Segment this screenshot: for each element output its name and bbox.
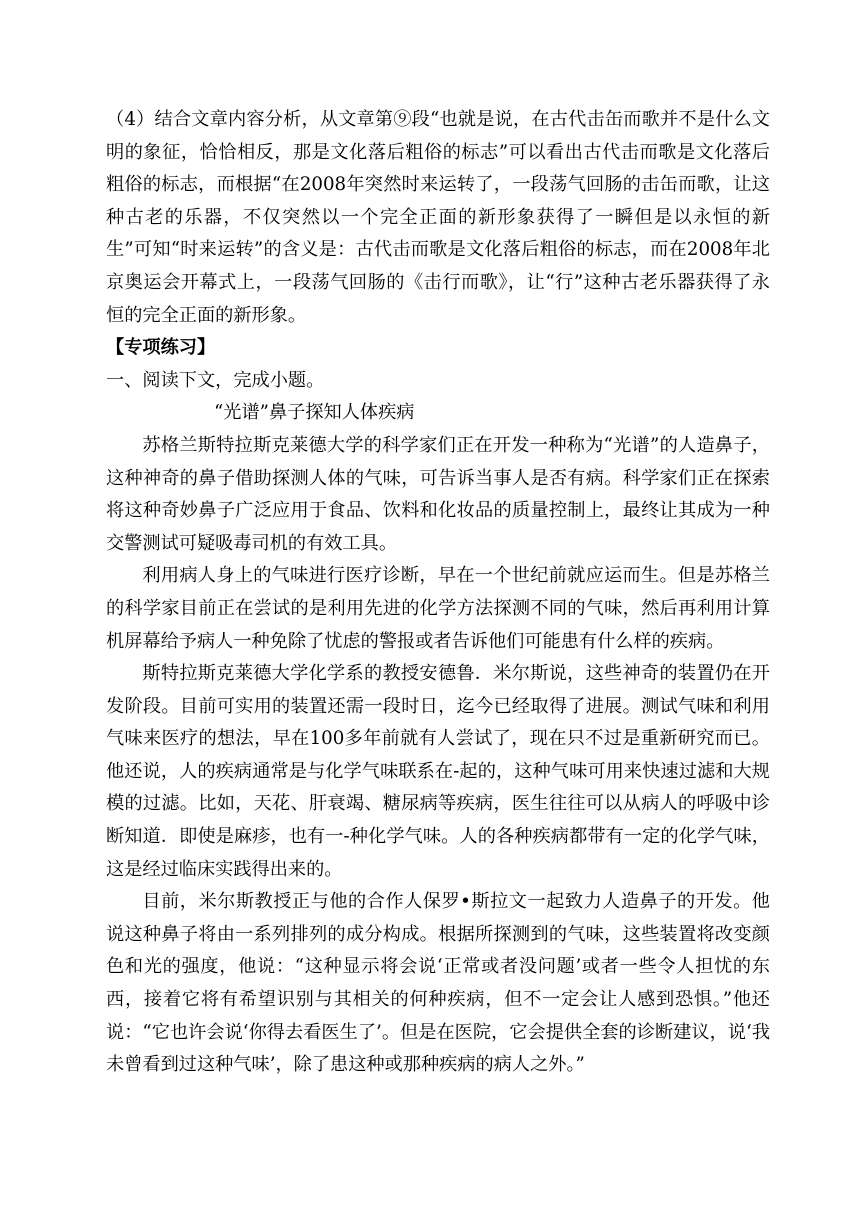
exercise-instruction: 一、阅读下文，完成小题。 <box>106 369 325 391</box>
article-paragraph: 利用病人身上的气味进行医疗诊断，早在一个世纪前就应运而生。但是苏格兰的科学家目前正在尝试的是利用先进的化学方法探测不同的气味，然后再利用计算机屏幕给予病人一种免除了忧虑的警报或者告诉他们可能患有什么样的疾病。 <box>106 565 770 652</box>
section-heading: 【专项练习】 <box>106 337 216 359</box>
article-paragraph: 苏格兰斯特拉斯克莱德大学的科学家们正在开发一种称为“光谱”的人造鼻子，这种神奇的鼻子借助探测人体的气味，可告诉当事人是否有病。科学家们正在探索将这种奇妙鼻子广泛应用于食品、饮料和化妆品的质量控制上，最终让其成为一种交警测试可疑吸毒司机的有效工具。 <box>106 434 770 554</box>
document-page <box>106 104 770 1082</box>
article-paragraph: 斯特拉斯克莱德大学化学系的教授安德鲁．米尔斯说，这些神奇的装置仍在开发阶段。目前可实用的装置还需一段时日，迄今已经取得了进展。测试气味和利用气味来医疗的想法，早在100多年前就有人尝试了，现在只不过是重新研究而已。他还说，人的疾病通常是与化学气味联系在-起的，这种气味可用来快速过滤和大规模的过滤。比如，天花、肝衰竭、糖尿病等疾病，医生往往可以从病人的呼吸中诊断知道．即使是麻疹，也有一-种化学气味。人的各种疾病都带有一定的化学气味，这是经过临床实践得出来的。 <box>106 663 770 880</box>
article-title: “光谱”鼻子探知人体疾病 <box>214 402 415 424</box>
article-paragraph: 目前，米尔斯教授正与他的合作人保罗•斯拉文一起致力人造鼻子的开发。他说这种鼻子将由一系列排列的成分构成。根据所探测到的气味，这些装置将改变颜色和光的强度，他说：“这种显示将会说‘正常或者没问题’或者一些令人担忧的东西，接着它将有希望识别与其相关的何种疾病，但不一定会让人感到恐惧。”他还说：“它也许会说‘你得去看医生了’。但是在医院，它会提供全套的诊断建议，说‘我未曾看到过这种气味’，除了患这种或那种疾病的病人之外。” <box>106 891 770 1076</box>
answer-paragraph: （4）结合文章内容分析，从文章第⑨段“也就是说，在古代击缶而歌并不是什么文明的象征，恰恰相反，那是文化落后粗俗的标志”可以看出古代击而歌是文化落后粗俗的标志，而根据“在2008年突然时来运转了，一段荡气回肠的击缶而歌，让这种古老的乐器，不仅突然以一个完全正面的新形象获得了一瞬但是以永恒的新生”可知“时来运转”的含义是：古代击而歌是文化落后粗俗的标志，而在2008年北京奥运会开幕式上，一段荡气回肠的《击行而歌》，让“行”这种古老乐器获得了永恒的完全正面的新形象。 <box>106 109 770 326</box>
